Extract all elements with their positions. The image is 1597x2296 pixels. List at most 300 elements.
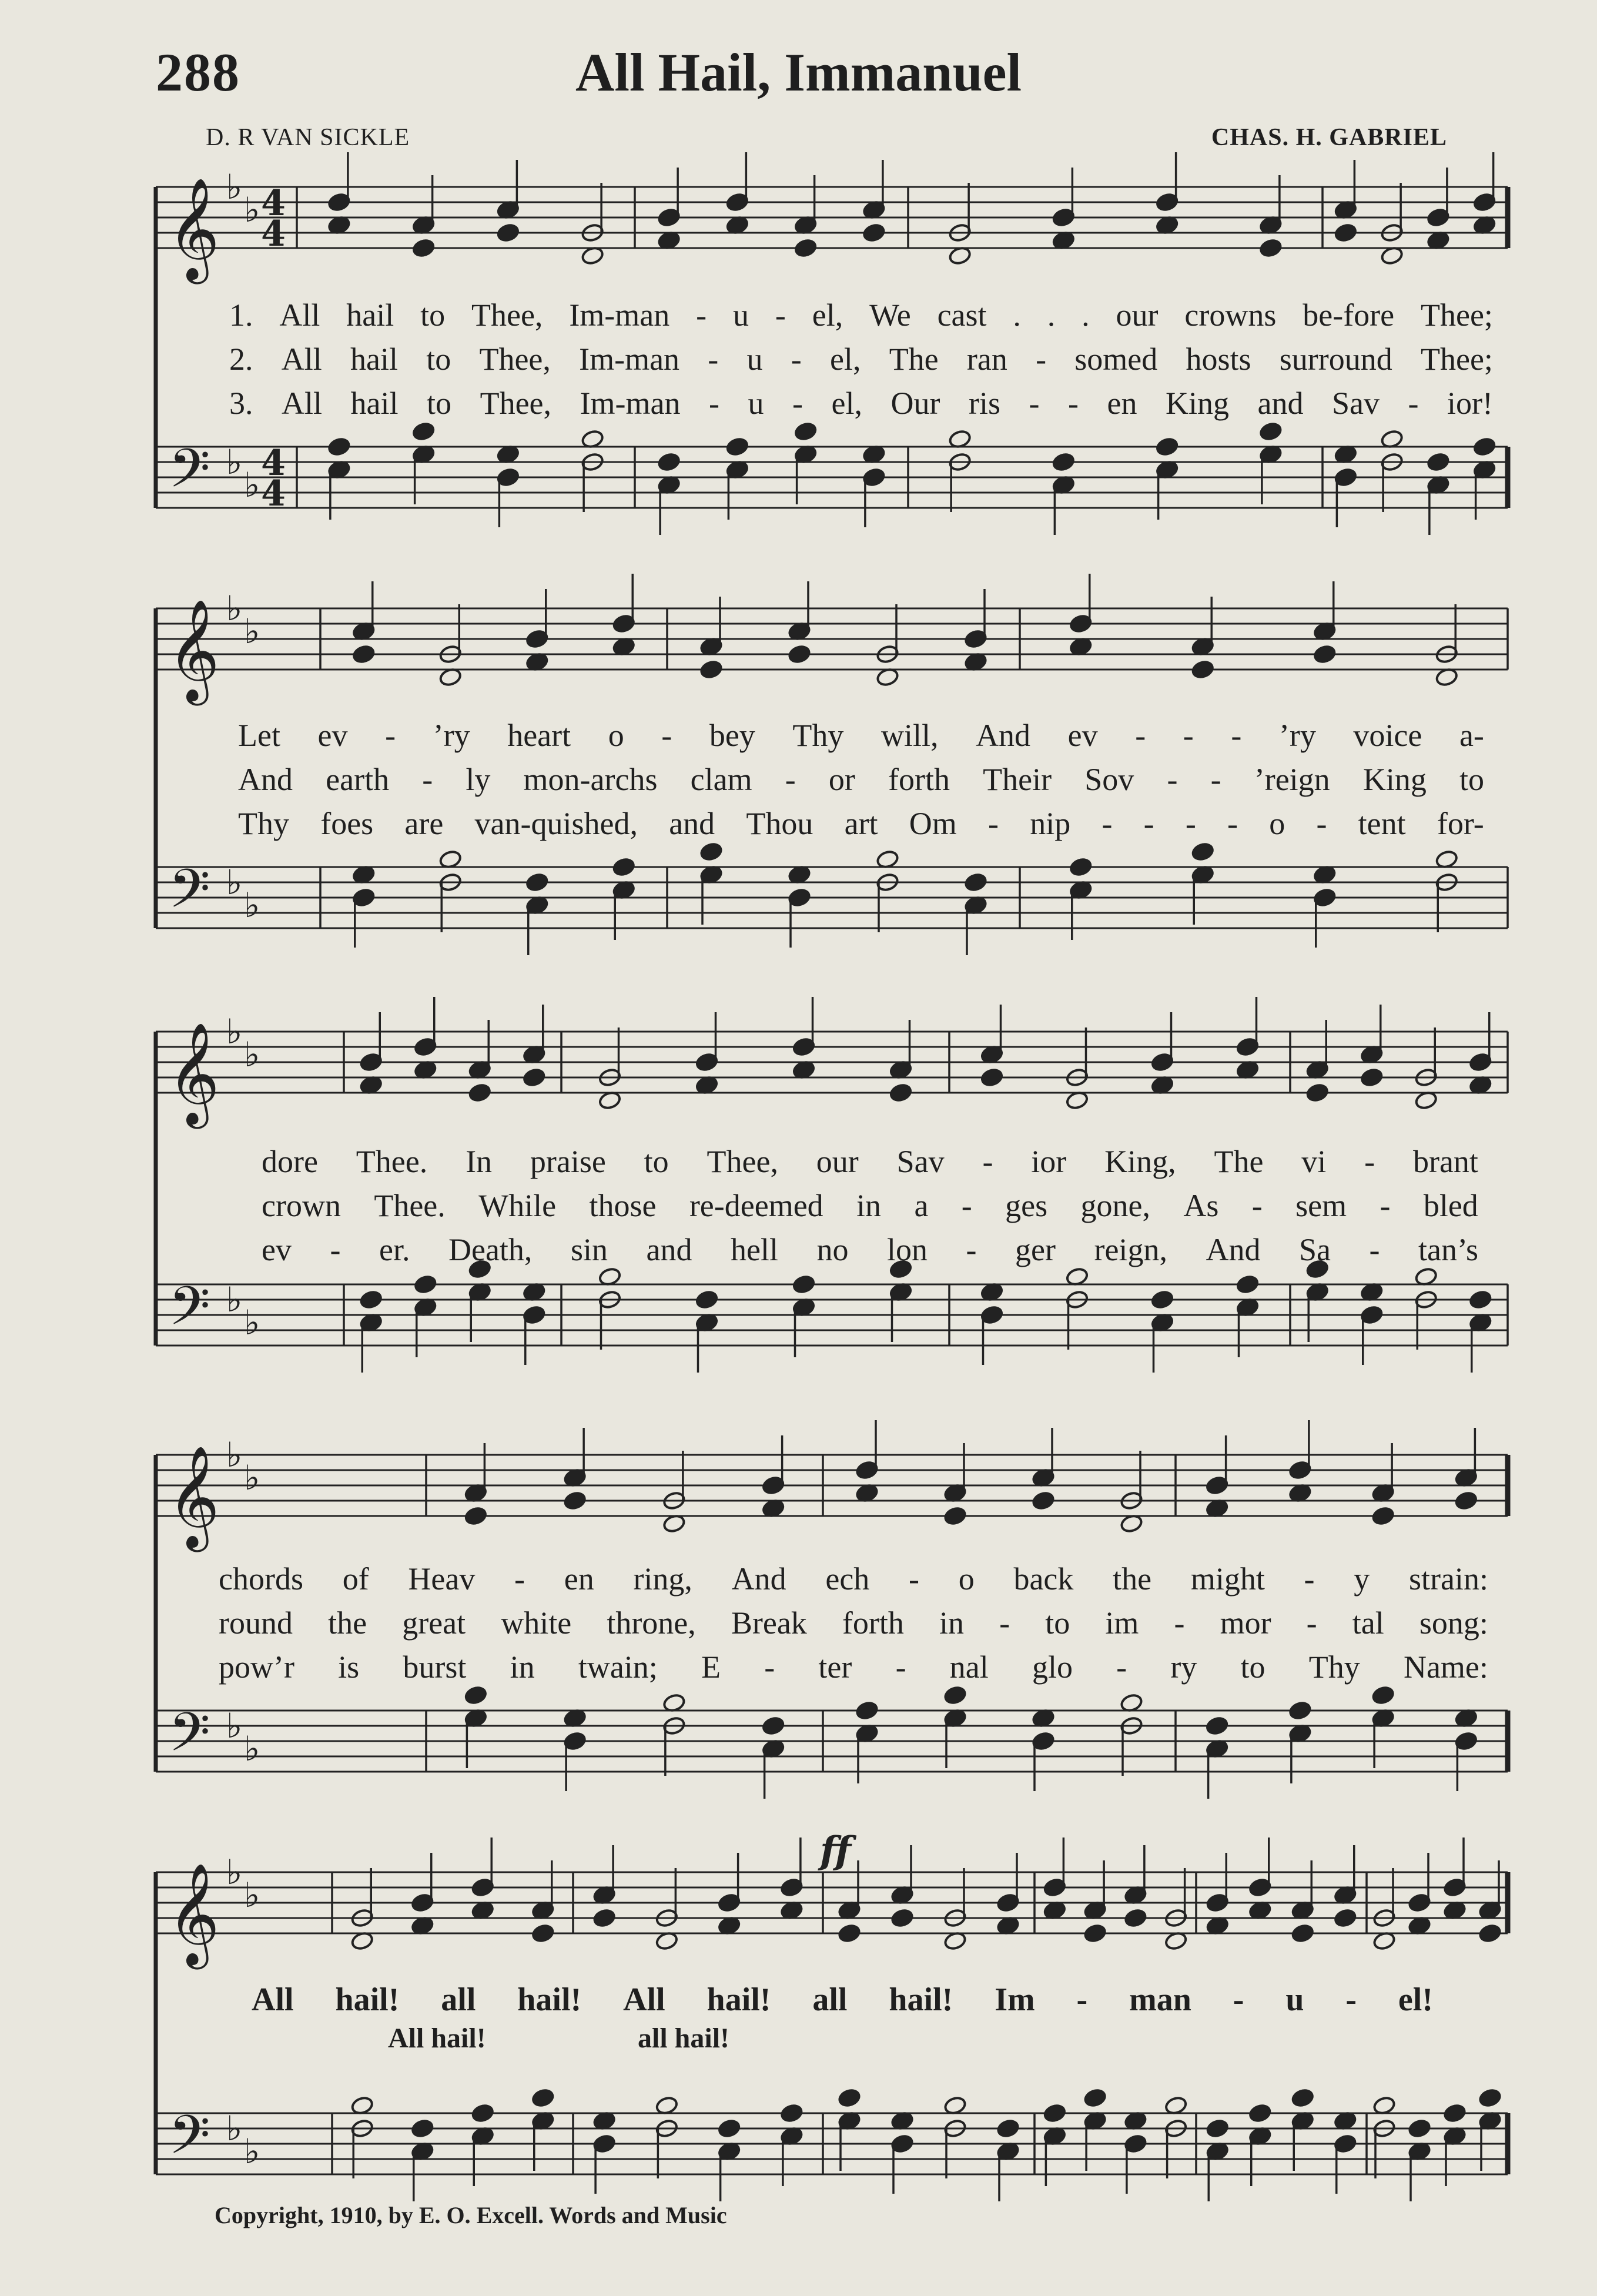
note-head	[1032, 1491, 1055, 1511]
note-head	[464, 1506, 487, 1526]
note-head	[1191, 660, 1214, 680]
note-head	[794, 238, 818, 258]
lyric-syllable: Im-man	[579, 342, 680, 377]
lyric-syllable: -	[1036, 342, 1047, 377]
lyric-syllable: might	[1190, 1561, 1265, 1597]
lyric-line	[229, 385, 1493, 421]
lyric-syllable: -	[775, 297, 786, 333]
note-head	[1248, 2103, 1272, 2123]
lyric-syllable: The	[889, 342, 939, 377]
lyric-syllable: ring,	[633, 1561, 692, 1597]
lyric-syllable: -	[791, 342, 802, 377]
lyric-syllable: King	[1362, 762, 1427, 797]
lyric-syllable: -	[792, 386, 803, 421]
lyric-syllable: -	[895, 1649, 906, 1685]
lyric-syllable: Im	[995, 1982, 1035, 2018]
lyric-syllable: ris	[969, 386, 1000, 421]
lyric-line	[238, 805, 1484, 842]
note-head	[1469, 1290, 1492, 1310]
lyric-syllable: tan’s	[1418, 1232, 1478, 1267]
lyric-syllable: o	[1269, 806, 1285, 841]
lyric-syllable: Name:	[1403, 1649, 1488, 1685]
hymn-number: 288	[156, 42, 240, 102]
lyric-syllable: -	[1408, 386, 1419, 421]
lyric-syllable: -	[785, 762, 796, 797]
lyric-syllable: ly	[466, 762, 491, 797]
lyric-syllable: strain:	[1408, 1561, 1488, 1597]
note-head	[855, 1701, 879, 1721]
flat-sign: ♭	[244, 611, 260, 651]
lyric-syllable: The	[1214, 1144, 1264, 1179]
lyric-syllable: art	[844, 806, 878, 841]
lyric-syllable: great	[402, 1605, 466, 1641]
lyric-syllable: ’ry	[1278, 718, 1316, 753]
lyric-syllable: -	[1183, 718, 1194, 753]
lyric-syllable: And	[976, 718, 1031, 753]
lyric-syllable: a-	[1459, 718, 1484, 753]
note-head	[1291, 1923, 1314, 1943]
lyric-syllable: -	[909, 1561, 920, 1597]
lyric-syllable: -	[708, 342, 719, 377]
dynamic-marking: ff	[820, 1829, 851, 1873]
lyric-syllable: our	[816, 1144, 859, 1179]
lyric-syllable: u	[733, 297, 749, 333]
lyric-syllable: ev	[262, 1232, 292, 1267]
lyric-syllable: All	[281, 342, 322, 377]
lyric-syllable: song:	[1419, 1605, 1488, 1641]
flat-sign: ♭	[226, 167, 243, 207]
lyric-syllable: earth	[326, 762, 390, 797]
flat-sign: ♭	[226, 1852, 243, 1892]
lyric-syllable: -	[661, 718, 672, 753]
lyric-syllable: -	[330, 1232, 341, 1267]
lyric-syllable: -	[1231, 718, 1242, 753]
lyric-syllable: of	[342, 1561, 369, 1597]
time-signature: 4	[261, 473, 286, 514]
lyric-syllable: -	[514, 1561, 525, 1597]
lyricist-credit: D. R VAN SICKLE	[206, 124, 410, 151]
note-head	[1291, 2088, 1314, 2108]
lyric-syllable: -	[764, 1649, 775, 1685]
lyric-syllable: Sa	[1298, 1232, 1331, 1267]
lyric-line	[238, 761, 1484, 798]
lyric-syllable: hail!	[517, 1982, 582, 2018]
lyric-syllable: All	[252, 1982, 294, 2018]
lyric-syllable: to	[426, 342, 451, 377]
lyric-syllable: Im-man	[569, 297, 670, 333]
note-head	[699, 660, 723, 680]
treble-clef: 𝄞	[168, 178, 220, 280]
lyric-syllable: -	[988, 806, 999, 841]
lyric-line	[219, 1561, 1488, 1597]
flat-sign: ♭	[226, 1012, 243, 1052]
flat-sign: ♭	[244, 1458, 260, 1498]
note-head	[1408, 2118, 1431, 2138]
lyric-syllable: tent	[1358, 806, 1406, 841]
lyric-syllable: Break	[731, 1605, 807, 1641]
lyric-syllable: el!	[1398, 1982, 1433, 2018]
flat-sign: ♭	[244, 465, 260, 505]
note-head	[523, 1067, 546, 1087]
lyric-syllable: -	[1135, 718, 1146, 753]
lyric-syllable: Thee,	[479, 342, 551, 377]
lyric-syllable: burst	[403, 1649, 467, 1685]
note-head	[943, 1506, 967, 1526]
note-head	[1454, 1491, 1478, 1511]
lyric-syllable: Death,	[448, 1232, 533, 1267]
note-head	[838, 2088, 861, 2108]
lyric-syllable: ran	[966, 342, 1007, 377]
note-head	[943, 1685, 967, 1705]
treble-clef: 𝄞	[168, 1445, 220, 1548]
treble-clef: 𝄞	[168, 599, 220, 701]
copyright-notice: Copyright, 1910, by E. O. Excell. Words and Music	[215, 2202, 727, 2228]
flat-sign: ♭	[226, 588, 243, 628]
lyric-syllable: dore	[262, 1144, 318, 1179]
lyric-syllable: el,	[812, 297, 843, 333]
lyric-line	[229, 341, 1493, 377]
lyric-syllable: And	[238, 762, 293, 797]
note-head	[531, 1923, 555, 1943]
lyric-syllable: -	[999, 1605, 1010, 1641]
lyric-syllable: in	[856, 1188, 882, 1223]
lyric-syllable: All	[282, 386, 323, 421]
note-head	[327, 437, 351, 457]
lyric-syllable: all	[441, 1982, 476, 2018]
lyric-syllable: and	[646, 1232, 692, 1267]
lyric-syllable: and	[1257, 386, 1304, 421]
lyric-syllable: Sov	[1084, 762, 1134, 797]
flat-sign: ♭	[226, 1435, 243, 1475]
bass-clef: 𝄢	[169, 1701, 210, 1776]
flat-sign: ♭	[244, 1729, 260, 1769]
lyric-syllable: u	[746, 342, 763, 377]
note-head	[788, 644, 811, 664]
lyric-syllable: -	[696, 297, 707, 333]
note-head	[862, 223, 886, 243]
lyric-syllable: Thee;	[1421, 297, 1493, 333]
lyric-syllable: -	[1029, 386, 1040, 421]
lyric-syllable: er.	[379, 1232, 410, 1267]
flat-sign: ♭	[226, 1706, 243, 1746]
lyric-syllable: -	[1233, 1982, 1244, 2018]
note-head	[794, 421, 818, 441]
lyric-line	[238, 717, 1484, 754]
lyric-syllable: While	[478, 1188, 557, 1223]
lyric-syllable: ev	[317, 718, 348, 753]
lyric-syllable: And	[731, 1561, 786, 1597]
note-head	[1288, 1701, 1312, 1721]
lyric-syllable: Thy	[1308, 1649, 1360, 1685]
lyric-syllable: those	[589, 1188, 657, 1223]
lyric-syllable: bled	[1423, 1188, 1478, 1223]
lyric-syllable: ger	[1015, 1232, 1056, 1267]
note-head	[1478, 1923, 1502, 1943]
lyric-syllable: el,	[831, 386, 862, 421]
note-head	[964, 872, 987, 892]
note-head	[1305, 1083, 1329, 1103]
note-head	[1334, 1908, 1357, 1928]
note-head	[996, 2118, 1020, 2138]
lyric-syllable: a	[914, 1188, 929, 1223]
lyric-syllable: cast	[937, 297, 987, 333]
note-head	[525, 872, 549, 892]
lyric-syllable: nal	[949, 1649, 989, 1685]
lyric-syllable: praise	[530, 1144, 606, 1179]
lyric-syllable: -	[422, 762, 433, 797]
note-head	[890, 1908, 914, 1928]
lyric-syllable: o	[958, 1561, 975, 1597]
lyric-syllable: -	[1116, 1649, 1127, 1685]
lyric-syllable: hail	[346, 297, 394, 333]
lyric-syllable: Thou	[746, 806, 813, 841]
lyric-syllable: lon	[886, 1232, 928, 1267]
time-signature: 4	[261, 213, 286, 255]
note-head	[1206, 2118, 1229, 2138]
lyric-syllable: to	[644, 1144, 669, 1179]
note-head	[1371, 1685, 1395, 1705]
note-head	[471, 2103, 494, 2123]
lyric-syllable: are	[404, 806, 444, 841]
bass-clef: 𝄢	[169, 437, 210, 513]
bass-clef: 𝄢	[169, 858, 210, 933]
note-head	[1313, 644, 1337, 664]
lyric-syllable: twain;	[578, 1649, 658, 1685]
lyric-syllable: will,	[880, 718, 939, 753]
lyric-syllable: glo	[1032, 1649, 1073, 1685]
lyric-syllable: ’reign	[1254, 762, 1330, 797]
lyric-syllable: -	[1068, 386, 1079, 421]
flat-sign: ♭	[244, 190, 260, 230]
lyric-syllable: ges	[1005, 1188, 1048, 1223]
lyric-syllable: round	[219, 1605, 293, 1641]
lyric-syllable: the	[328, 1605, 367, 1641]
lyric-syllable: -	[1143, 806, 1154, 841]
note-head	[563, 1491, 587, 1511]
bass-clef: 𝄢	[169, 1275, 210, 1350]
lyric-syllable: hail	[350, 342, 398, 377]
lyric-syllable: hell	[730, 1232, 778, 1267]
lyric-line	[229, 297, 1493, 333]
note-head	[695, 1290, 718, 1310]
composer-credit: CHAS. H. GABRIEL	[1211, 124, 1447, 151]
lyric-syllable: brant	[1412, 1144, 1478, 1179]
lyric-syllable: pow’r	[219, 1649, 294, 1685]
lyric-syllable: hail!	[707, 1982, 771, 2018]
lyric-syllable: chords	[219, 1561, 303, 1597]
lyric-syllable: in	[510, 1649, 535, 1685]
lyric-syllable: ’ry	[433, 718, 470, 753]
note-head	[838, 1923, 861, 1943]
lyric-syllable: clam	[690, 762, 752, 797]
note-head	[718, 2118, 741, 2138]
lyric-syllable: Thee.	[374, 1188, 446, 1223]
lyric-syllable: Thy	[238, 806, 289, 841]
lyric-syllable: voice	[1353, 718, 1422, 753]
flat-sign: ♭	[226, 442, 243, 482]
refrain-sub-lyric: All hail!	[388, 2023, 486, 2054]
lyric-syllable: heart	[507, 718, 571, 753]
lyric-line	[262, 1231, 1478, 1268]
note-head	[1259, 421, 1283, 441]
lyric-syllable: bey	[709, 718, 755, 753]
lyric-syllable: u	[1285, 1982, 1304, 2018]
treble-clef: 𝄞	[168, 1022, 220, 1124]
note-head	[468, 1083, 491, 1103]
lyric-syllable: -	[1306, 1605, 1317, 1641]
lyric-syllable: vi	[1301, 1144, 1327, 1179]
lyric-syllable: crown	[262, 1188, 341, 1223]
note-head	[889, 1083, 912, 1103]
lyric-syllable: and	[669, 806, 715, 841]
lyric-line	[262, 1187, 1478, 1224]
lyric-syllable: Thee,	[480, 386, 551, 421]
lyric-syllable: -	[1102, 806, 1113, 841]
lyric-syllable: 1.	[229, 297, 253, 333]
lyric-syllable: mor	[1220, 1605, 1271, 1641]
note-head	[1371, 1506, 1395, 1526]
lyric-syllable: -	[1369, 1232, 1380, 1267]
note-head	[1156, 437, 1179, 457]
lyric-syllable: im	[1105, 1605, 1139, 1641]
note-head	[1236, 1274, 1259, 1294]
lyric-syllable: All	[623, 1982, 665, 2018]
lyric-syllable: mon-archs	[523, 762, 658, 797]
note-head	[411, 2118, 434, 2138]
note-head	[762, 1716, 785, 1736]
flat-sign: ♭	[226, 1280, 243, 1320]
lyric-syllable: forth	[888, 762, 950, 797]
lyric-syllable: Sav	[1332, 386, 1380, 421]
lyric-syllable: .	[1082, 297, 1090, 333]
lyric-syllable: -	[1227, 806, 1238, 841]
lyric-syllable: Thee,	[471, 297, 543, 333]
lyric-syllable: King,	[1104, 1144, 1176, 1179]
lyric-syllable: o	[608, 718, 624, 753]
note-head	[531, 2088, 555, 2108]
note-head	[1443, 2103, 1467, 2123]
lyric-syllable: ior!	[1447, 386, 1493, 421]
lyric-line	[219, 1605, 1488, 1641]
lyric-syllable: be-fore	[1303, 297, 1395, 333]
note-head	[1083, 1923, 1107, 1943]
lyric-syllable: surround	[1279, 342, 1392, 377]
note-head	[725, 437, 749, 457]
lyric-syllable: ry	[1170, 1649, 1197, 1685]
note-head	[1150, 1290, 1174, 1310]
lyric-syllable: -	[1185, 806, 1196, 841]
lyric-syllable: nip	[1030, 806, 1071, 841]
lyric-syllable: -	[1210, 762, 1221, 797]
note-head	[359, 1290, 383, 1310]
flat-sign: ♭	[244, 1875, 260, 1915]
lyric-line	[219, 1649, 1488, 1685]
lyric-syllable: King	[1166, 386, 1229, 421]
note-head	[1478, 2088, 1502, 2108]
note-head	[1191, 842, 1214, 862]
note-head	[792, 1274, 815, 1294]
treble-clef: 𝄞	[168, 1863, 220, 1965]
lyric-syllable: -	[1251, 1188, 1263, 1223]
lyric-syllable: Sav	[896, 1144, 945, 1179]
lyric-syllable: -	[1167, 762, 1178, 797]
time-signature: 4	[261, 183, 286, 224]
lyric-syllable: And	[1206, 1232, 1261, 1267]
lyric-syllable: back	[1013, 1561, 1074, 1597]
lyric-syllable: ev	[1067, 718, 1098, 753]
lyric-syllable: throne,	[607, 1605, 696, 1641]
note-head	[1069, 857, 1093, 877]
lyric-syllable: -	[1076, 1982, 1088, 2018]
lyric-syllable: -	[708, 386, 719, 421]
lyric-syllable: somed	[1074, 342, 1158, 377]
lyric-syllable: Thy	[792, 718, 844, 753]
lyric-syllable: u	[748, 386, 764, 421]
lyric-syllable: As	[1183, 1188, 1219, 1223]
lyric-syllable: en	[1107, 386, 1137, 421]
note-head	[464, 1685, 487, 1705]
lyric-syllable: to	[1045, 1605, 1070, 1641]
note-head	[1259, 238, 1283, 258]
lyric-syllable: reign,	[1094, 1232, 1167, 1267]
lyric-syllable: tal	[1352, 1605, 1384, 1641]
time-signature: 4	[261, 443, 286, 484]
lyric-syllable: In	[466, 1144, 493, 1179]
lyric-syllable: We	[869, 297, 911, 333]
note-head	[1083, 2088, 1107, 2108]
lyric-syllable: re-deemed	[689, 1188, 823, 1223]
lyric-syllable: hosts	[1186, 342, 1251, 377]
lyric-syllable: hail!	[889, 1982, 953, 2018]
lyric-syllable: to	[1459, 762, 1484, 797]
lyric-syllable: .	[1047, 297, 1056, 333]
lyric-syllable: All	[279, 297, 320, 333]
lyric-syllable: or	[828, 762, 855, 797]
lyric-syllable: -	[1304, 1561, 1315, 1597]
flat-sign: ♭	[244, 1303, 260, 1343]
note-head	[592, 1908, 616, 1928]
refrain-lyric-line	[252, 1981, 1433, 2019]
note-head	[412, 238, 436, 258]
lyric-syllable: Thee,	[707, 1144, 778, 1179]
lyric-syllable: y	[1354, 1561, 1370, 1597]
lyric-syllable: ior	[1031, 1144, 1067, 1179]
lyric-syllable: E	[701, 1649, 721, 1685]
flat-sign: ♭	[244, 885, 260, 925]
lyric-syllable: in	[939, 1605, 965, 1641]
lyric-syllable: Im-man	[580, 386, 681, 421]
lyric-syllable: our	[1116, 297, 1159, 333]
lyric-syllable: crowns	[1184, 297, 1277, 333]
lyric-syllable: -	[961, 1188, 972, 1223]
lyric-syllable: -	[1174, 1605, 1185, 1641]
flat-sign: ♭	[226, 2108, 243, 2148]
lyric-syllable: en	[564, 1561, 594, 1597]
lyric-syllable: el,	[829, 342, 861, 377]
note-head	[1427, 452, 1450, 472]
lyric-syllable: -	[982, 1144, 993, 1179]
lyric-syllable: hail	[350, 386, 399, 421]
lyric-syllable: forth	[842, 1605, 904, 1641]
lyric-syllable: Their	[983, 762, 1052, 797]
lyric-syllable: the	[1113, 1561, 1152, 1597]
lyric-syllable: ter	[818, 1649, 852, 1685]
lyric-syllable: to	[1240, 1649, 1265, 1685]
note-head	[1124, 1908, 1147, 1928]
note-head	[1052, 452, 1075, 472]
lyric-syllable: -	[1380, 1188, 1391, 1223]
lyric-syllable: 2.	[229, 342, 253, 377]
